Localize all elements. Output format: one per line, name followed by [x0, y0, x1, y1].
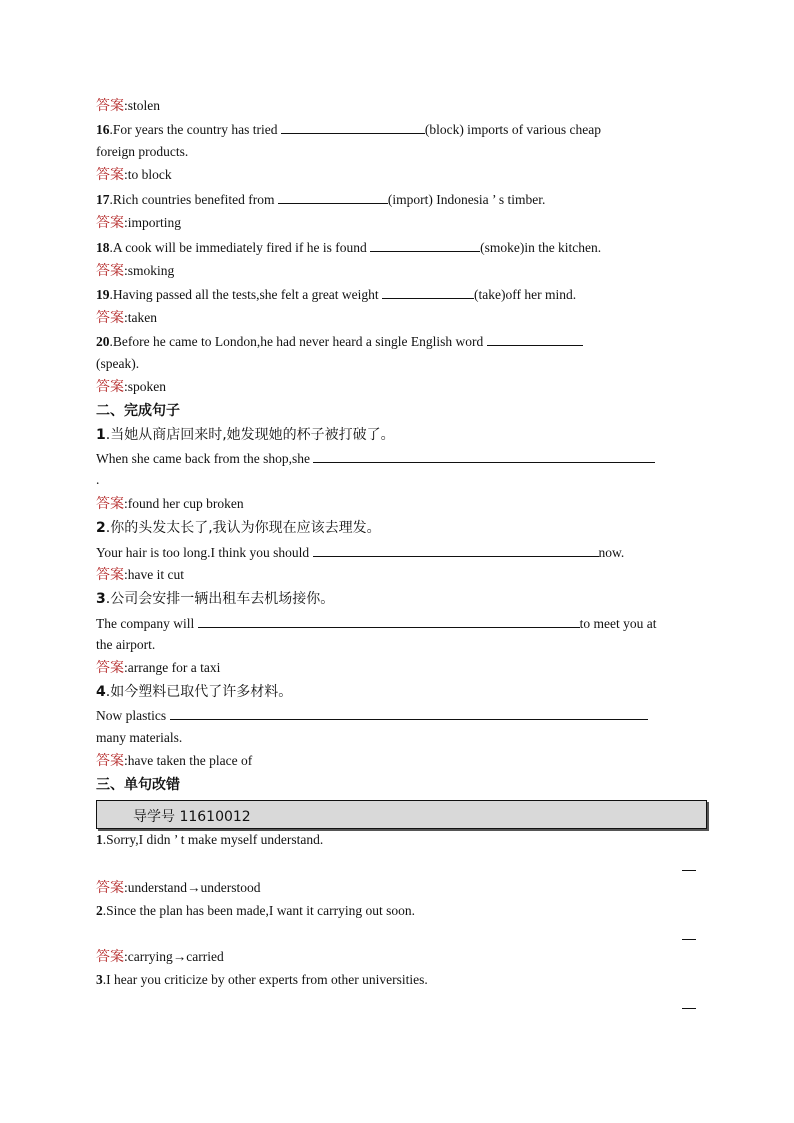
- guide-number-box: [96, 800, 707, 829]
- question-text: foreign products.: [96, 144, 189, 159]
- answer-15: [96, 97, 160, 115]
- question-19: [96, 285, 576, 304]
- answer-19: [96, 309, 157, 327]
- question-text: .Before he came to London,he had never heard a single English word: [109, 334, 487, 349]
- fill-blank: [487, 332, 583, 346]
- chinese-prompt: .你的头发太长了,我认为你现在应该去理发。: [105, 520, 381, 536]
- sentence-text: now.: [598, 545, 625, 560]
- fill-blank: [313, 543, 599, 557]
- chinese-prompt: .如今塑料已取代了许多材料。: [105, 684, 293, 700]
- question-text: (smoke)in the kitchen.: [480, 240, 602, 255]
- question-number: 18: [96, 240, 110, 255]
- correction-2: [96, 902, 415, 920]
- question-text: .For years the country has tried: [109, 122, 281, 137]
- answer-text: :found her cup broken: [124, 496, 244, 511]
- answer-sentence-1: [96, 495, 244, 513]
- question-number: 17: [96, 192, 110, 207]
- fill-blank: [370, 238, 480, 252]
- answer-20: [96, 378, 166, 396]
- question-20: [96, 332, 583, 351]
- answer-correction-1: [96, 879, 260, 897]
- answer-dash: [682, 870, 696, 871]
- sentence-text: the airport.: [96, 637, 156, 652]
- fill-blank: [198, 614, 580, 628]
- answer-text: :spoken: [124, 379, 166, 394]
- fill-blank: [278, 190, 388, 204]
- answer-text: :understand→understood: [124, 880, 261, 895]
- fill-blank: [382, 285, 474, 299]
- correction-1: [96, 831, 323, 849]
- answer-label: 答案: [96, 98, 124, 114]
- answer-dash: [682, 1008, 696, 1009]
- correction-3: [96, 971, 428, 989]
- answer-label: 答案: [96, 880, 124, 896]
- sentence-3-english: [96, 614, 656, 633]
- question-number: 3: [96, 591, 106, 607]
- answer-dash: [682, 939, 696, 940]
- fill-blank: [170, 706, 648, 720]
- question-number: 20: [96, 334, 110, 349]
- answer-text: :have taken the place of: [124, 753, 253, 768]
- sentence-3-cont: [96, 636, 155, 654]
- answer-label: 答案: [96, 949, 124, 965]
- answer-text: :stolen: [124, 98, 160, 113]
- question-text: (speak).: [96, 356, 140, 371]
- sentence-1-chinese: [96, 426, 395, 444]
- answer-label: 答案: [96, 379, 124, 395]
- question-text: .Having passed all the tests,she felt a great weight: [109, 287, 383, 302]
- answer-text: :have it cut: [124, 567, 184, 582]
- fill-blank: [313, 449, 655, 463]
- answer-text: :carrying→carried: [124, 949, 224, 964]
- question-text: .Rich countries benefited from: [109, 192, 278, 207]
- answer-sentence-2: [96, 566, 184, 584]
- answer-17: [96, 214, 181, 232]
- question-number: 1: [96, 832, 103, 847]
- answer-text: :arrange for a taxi: [124, 660, 221, 675]
- question-number: 3: [96, 972, 103, 987]
- sentence-text: When she came back from the shop,she: [96, 451, 314, 466]
- sentence-2-english: [96, 543, 624, 562]
- answer-label: 答案: [96, 753, 124, 769]
- answer-label: 答案: [96, 496, 124, 512]
- question-17: [96, 190, 545, 209]
- answer-label: 答案: [96, 215, 124, 231]
- answer-sentence-3: [96, 659, 220, 677]
- sentence-4-english: [96, 706, 648, 725]
- sentence-text: many materials.: [96, 730, 183, 745]
- answer-label: 答案: [96, 660, 124, 676]
- sentence-1-english: [96, 449, 655, 468]
- sentence-4-cont: [96, 729, 182, 747]
- question-number: 2: [96, 903, 103, 918]
- answer-sentence-4: [96, 752, 252, 770]
- question-text: .Sorry,I didn ’ t make myself understand.: [102, 832, 324, 847]
- sentence-4-chinese: [96, 683, 292, 701]
- answer-label: 答案: [96, 567, 124, 583]
- answer-16: [96, 166, 172, 184]
- sentence-2-chinese: [96, 519, 381, 537]
- chinese-prompt: .当她从商店回来时,她发现她的杯子被打破了。: [105, 427, 395, 443]
- fill-blank: [281, 120, 425, 134]
- sentence-1-end: [96, 471, 99, 489]
- answer-correction-2: [96, 948, 224, 966]
- question-20-cont: [96, 355, 139, 373]
- section-title-complete-sentences: 二、完成句子: [96, 403, 180, 419]
- answer-label: 答案: [96, 263, 124, 279]
- question-number: 4: [96, 684, 106, 700]
- question-text: .A cook will be immediately fired if he is found: [109, 240, 371, 255]
- sentence-3-chinese: [96, 590, 334, 608]
- question-number: 1: [96, 427, 106, 443]
- question-18: [96, 238, 601, 257]
- answer-text: :importing: [124, 215, 181, 230]
- question-text: (take)off her mind.: [474, 287, 577, 302]
- chinese-prompt: .公司会安排一辆出租车去机场接你。: [105, 591, 335, 607]
- question-number: 19: [96, 287, 110, 302]
- guide-number: 导学号 11610012: [133, 809, 251, 825]
- question-16: [96, 120, 601, 139]
- answer-text: :to block: [124, 167, 172, 182]
- section-title-error-correction: 三、单句改错: [96, 777, 180, 793]
- answer-text: :smoking: [124, 263, 175, 278]
- answer-18: [96, 262, 174, 280]
- question-text: .I hear you criticize by other experts from other universities.: [102, 972, 428, 987]
- answer-text: :taken: [124, 310, 157, 325]
- question-text: .Since the plan has been made,I want it carrying out soon.: [102, 903, 416, 918]
- question-text: (import) Indonesia ’ s timber.: [387, 192, 546, 207]
- sentence-text: Now plastics: [96, 708, 170, 723]
- question-number: 16: [96, 122, 110, 137]
- question-text: (block) imports of various cheap: [424, 122, 602, 137]
- answer-label: 答案: [96, 310, 124, 326]
- sentence-text: The company will: [96, 616, 198, 631]
- sentence-text: .: [96, 472, 100, 487]
- question-16-cont: [96, 143, 188, 161]
- question-number: 2: [96, 520, 106, 536]
- sentence-text: Your hair is too long.I think you should: [96, 545, 313, 560]
- answer-label: 答案: [96, 167, 124, 183]
- sentence-text: to meet you at: [579, 616, 657, 631]
